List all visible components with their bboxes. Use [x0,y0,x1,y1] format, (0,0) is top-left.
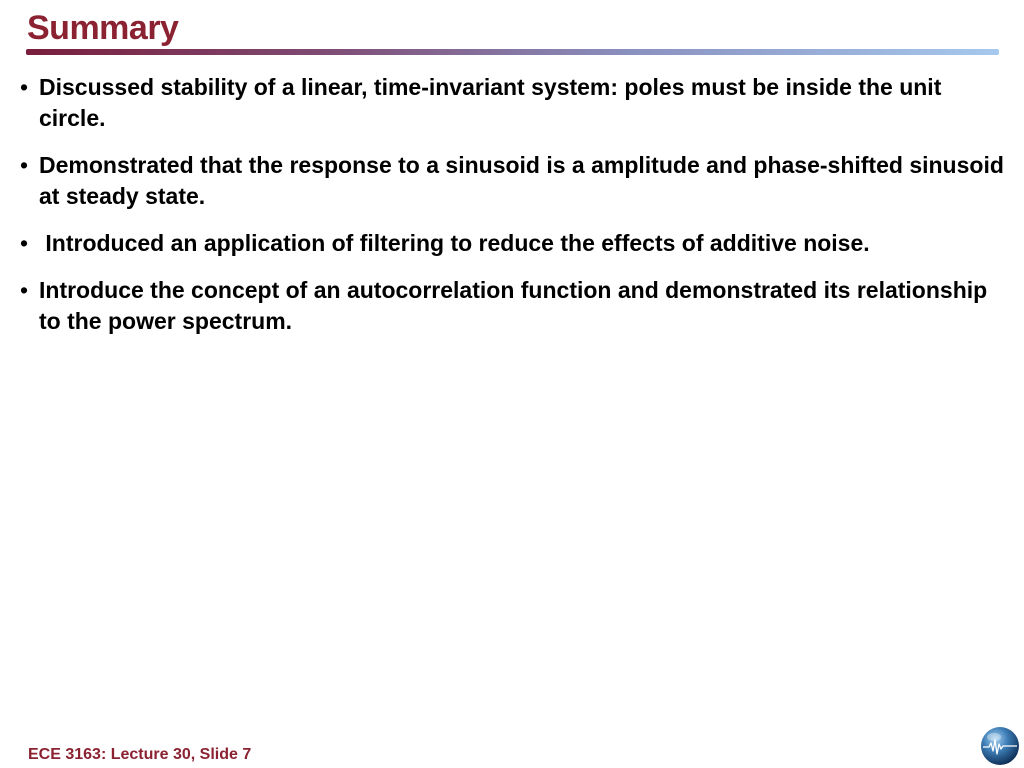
bullet-text: Discussed stability of a linear, time-invariant system: poles must be inside the unit circle. [39,74,942,131]
bullet-item-1 [20,72,1005,134]
title-divider [26,49,999,55]
bullet-text: Demonstrated that the response to a sinusoid is a amplitude and phase-shifted sinusoid at steady state. [39,152,1004,209]
globe-icon [980,726,1020,766]
slide-title: Summary [27,9,179,47]
bullet-marker: • [20,74,29,100]
bullet-text: Introduce the concept of an autocorrelation function and demonstrated its relationship to the power spectrum. [39,277,988,334]
bullet-marker: • [20,152,29,178]
bullet-item-3 [20,228,1005,259]
bullet-item-2 [20,150,1005,212]
bullet-marker: • [20,230,29,256]
bullet-list [20,72,1005,353]
bullet-marker: • [20,277,29,303]
bullet-item-4 [20,275,1005,337]
bullet-text: Introduced an application of filtering to reduce the effects of additive noise. [39,230,870,256]
slide-footer: ECE 3163: Lecture 30, Slide 7 [28,746,252,763]
